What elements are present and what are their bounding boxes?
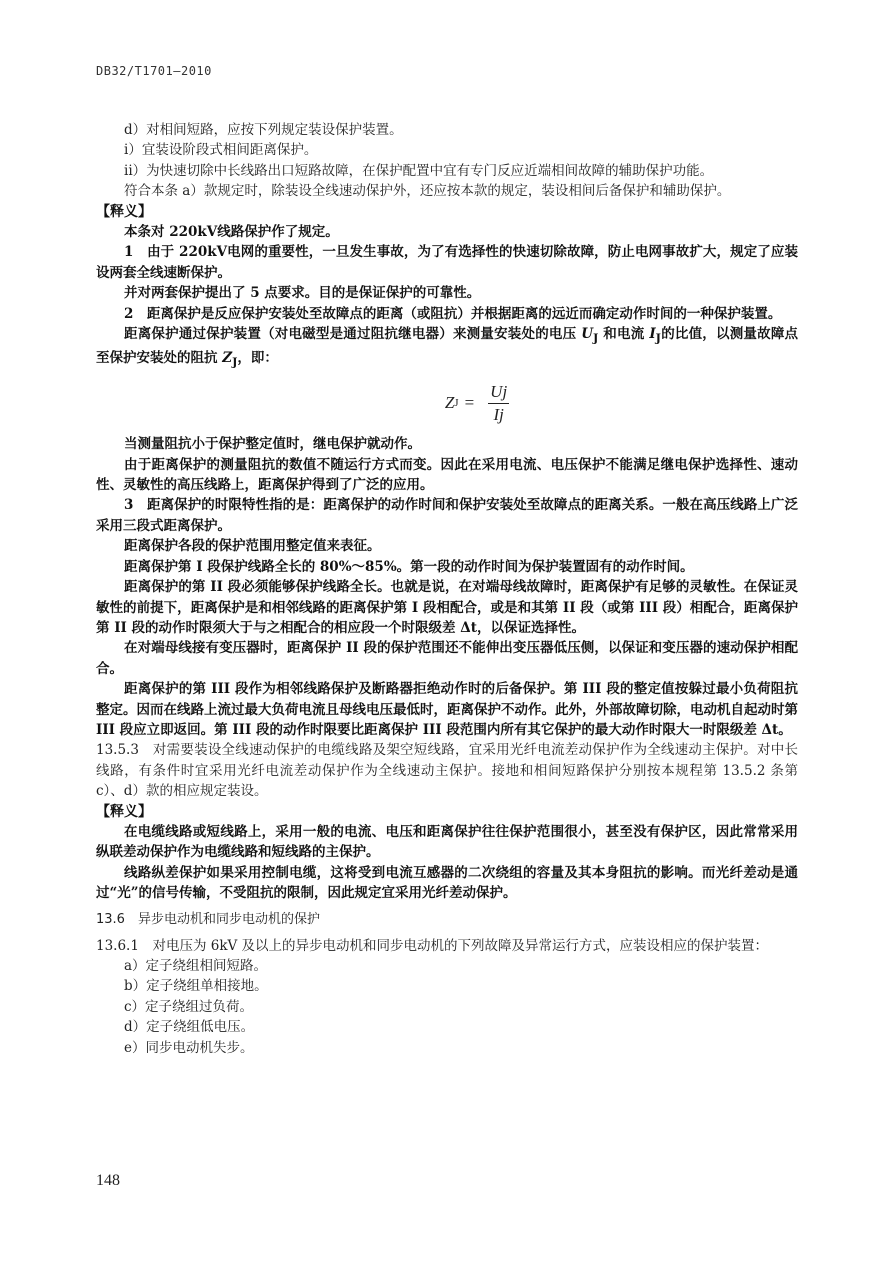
interpretation-tag: 【释义】: [96, 203, 152, 220]
symbol-i: I: [649, 326, 656, 343]
clause-d: d）对相间短路，应按下列规定装设保护装置。: [124, 122, 403, 138]
interp-intro: 本条对 220kV线路保护作了规定。: [124, 224, 339, 241]
interp-zone-1: 距离保护第 I 段保护线路全长的 80%～85%。第一段的动作时间为保护装置固有的动作时间。: [124, 558, 694, 575]
symbol-sub-j: J: [655, 330, 661, 345]
interp-measurement: 距离保护通过保护装置（对电磁型是通过阻抗继电器）来测量安装处的电压 $U_J$ 和电流 $I_J$的比值，以测量故障点至保护安装处的阻抗 $Z_J$，即：: [96, 326, 799, 369]
list-item-a: a）定子绕组相间短路。: [124, 958, 268, 974]
formula-numerator: Uj: [488, 382, 509, 404]
interp-point-1-requirements: 并对两套保护提出了 5 点要求。目的是保证保护的可靠性。: [124, 285, 481, 302]
interp-fiber-differential: 线路纵差保护如果采用控制电缆，这将受到电流互感器的二次绕组的容量及其本身阻抗的影响。而光纤差动是通过“光”的信号传输，不受阻抗的限制，因此规定宜采用光纤差动保护。: [96, 864, 798, 902]
interp-setting: 距离保护各段的保护范围用整定值来表征。: [124, 538, 381, 555]
interpretation-tag: 【释义】: [96, 803, 152, 820]
clause-note: 符合本条 a）款规定时，除装设全线速动保护外，还应按本款的规定，装设相间后备保护和辅助保护。: [124, 183, 731, 200]
clause-13-5-3: 13.5.3 对需要装设全线速动保护的电缆线路及架空短线路，宜采用光纤电流差动保护作为全线速动主保护。对中长线路，有条件时宜采用光纤电流差动保护作为全线速动主保护。接地和相间短路保护分别按本规程第 13.5.2 条第 c）、d）款的相应规定装设。: [96, 742, 798, 800]
page-body: [96, 120, 798, 1058]
interp-zone-2-transformer: 在对端母线接有变压器时，距离保护 II 段的保护范围还不能伸出变压器低压侧，以保证和变压器的速动保护相配合。: [96, 640, 798, 677]
document-code: DB32/T1701—2010: [96, 64, 212, 78]
interp-point-2: 2 距离保护是反应保护安装处至故障点的距离（或阻抗）并根据距离的远近而确定动作时间的一种保护装置。: [124, 305, 782, 322]
list-item-b: b）定子绕组单相接地。: [124, 978, 268, 995]
symbol-sub-j: J: [232, 354, 238, 369]
interp-point-3: 3 距离保护的时限特性指的是：距离保护的动作时间和保护安装处至故障点的距离关系。一般在高压线路上广泛采用三段式距离保护。: [96, 497, 798, 534]
list-item-e: e）同步电动机失步。: [124, 1039, 254, 1056]
interp-zone-2: 距离保护的第 II 段必须能够保护线路全长。也就是说，在对端母线故障时，距离保护有足够的灵敏性。在保证灵敏性的前提下，距离保护是和相邻线路的距离保护第 I 段相配合，或是和其第 II 段（或第 III 段）相配合，距离保护第 II 段的动作时限须大于与之相配合的相应段一个时限级差 Δt，以保证选择性。: [96, 579, 798, 636]
formula-equals: =: [464, 393, 475, 413]
impedance-formula: [156, 374, 798, 432]
clause-d-ii: ii）为快速切除中长线路出口短路故障，在保护配置中宜有专门反应近端相间故障的辅助保护功能。: [124, 162, 714, 179]
formula-denominator: Ij: [493, 404, 504, 424]
formula-fraction: [488, 382, 509, 425]
formula-lhs: Z: [444, 393, 455, 413]
symbol-u: U: [581, 326, 594, 343]
list-item-d: d）定子绕组低电压。: [124, 1019, 255, 1036]
list-item-c: c）定子绕组过负荷。: [124, 998, 254, 1015]
symbol-z: Z: [222, 350, 233, 367]
interp-zone-3: 距离保护的第 III 段作为相邻线路保护及断路器拒绝动作时的后备保护。第 III 段的整定值按躲过最小负荷阻抗整定。因而在线路上流过最大负荷电流且母线电压最低时，距离保护不动作。此外，外部故障切除，电动机自起动时第 III 段应立即返回。第 III 段的动作时限要比距离保护 III 段范围内所有其它保护的最大动作时限大一时限级差 Δt。: [96, 681, 798, 738]
page-number: 148: [96, 1172, 120, 1189]
clause-d-i: i）宜装设阶段式相间距离保护。: [124, 142, 318, 159]
interp-application: 由于距离保护的测量阻抗的数值不随运行方式而变。因此在采用电流、电压保护不能满足继电保护选择性、速动性、灵敏性的高压线路上，距离保护得到了广泛的应用。: [96, 456, 798, 494]
interp-cable-lines: 在电缆线路或短线路上，采用一般的电流、电压和距离保护往往保护范围很小，甚至没有保护区，因此常常采用纵联差动保护作为电缆线路和短线路的主保护。: [96, 823, 798, 861]
interp-point-1: 1 由于 220kV电网的重要性，一旦发生事故，为了有选择性的快速切除故障，防止电网事故扩大，规定了应装设两套全线速断保护。: [96, 244, 798, 281]
section-title-13-6: 13.6 异步电动机和同步电动机的保护: [96, 911, 320, 927]
interp-action: 当测量阻抗小于保护整定值时，继电保护就动作。: [124, 436, 421, 453]
formula-lhs-subscript: J: [454, 397, 459, 410]
clause-13-6-1: 13.6.1 对电压为 6kV 及以上的异步电动机和同步电动机的下列故障及异常运行方式，应装设相应的保护装置：: [96, 937, 769, 954]
symbol-sub-j: J: [593, 330, 599, 345]
